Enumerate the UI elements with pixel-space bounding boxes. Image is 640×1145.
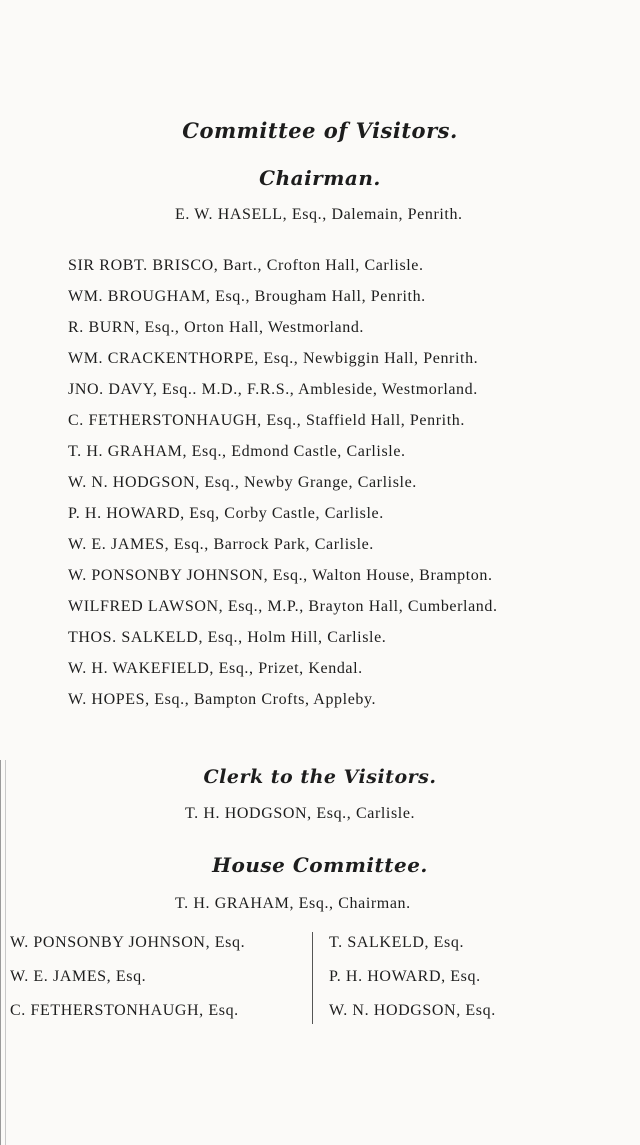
member-line: THOS. SALKELD, Esq., Holm Hill, Carlisle. <box>68 629 387 646</box>
member-line: R. BURN, Esq., Orton Hall, Westmorland. <box>68 319 365 336</box>
committee-heading: Committee of Visitors. <box>182 118 458 143</box>
member-line: W. PONSONBY JOHNSON, Esq., Walton House, Brampton. <box>68 567 493 584</box>
member-line: WM. CRACKENTHORPE, Esq., Newbiggin Hall, Penrith. <box>68 350 479 367</box>
member-line: W. E. JAMES, Esq., Barrock Park, Carlisle. <box>68 536 374 553</box>
column-divider <box>312 932 313 1024</box>
house-member-right: T. SALKELD, Esq. <box>329 934 465 951</box>
house-committee-heading: House Committee. <box>212 853 428 877</box>
member-line: JNO. DAVY, Esq.. M.D., F.R.S., Ambleside, Westmorland. <box>68 381 478 398</box>
member-line: C. FETHERSTONHAUGH, Esq., Staffield Hall, Penrith. <box>68 412 465 429</box>
member-line: T. H. GRAHAM, Esq., Edmond Castle, Carlisle. <box>68 443 406 460</box>
clerk-heading: Clerk to the Visitors. <box>203 766 437 788</box>
chairman-heading: Chairman. <box>259 166 381 190</box>
chairman-line: E. W. HASELL, Esq., Dalemain, Penrith. <box>175 206 463 223</box>
clerk-line: T. H. HODGSON, Esq., Carlisle. <box>185 805 416 822</box>
house-member-left: W. E. JAMES, Esq. <box>10 968 147 985</box>
member-line: SIR ROBT. BRISCO, Bart., Crofton Hall, Carlisle. <box>68 257 424 274</box>
member-line: WILFRED LAWSON, Esq., M.P., Brayton Hall, Cumberland. <box>68 598 498 615</box>
house-member-right: P. H. HOWARD, Esq. <box>329 968 481 985</box>
member-line: W. N. HODGSON, Esq., Newby Grange, Carlisle. <box>68 474 417 491</box>
house-member-left: W. PONSONBY JOHNSON, Esq. <box>10 934 246 951</box>
member-line: W. H. WAKEFIELD, Esq., Prizet, Kendal. <box>68 660 363 677</box>
member-line: P. H. HOWARD, Esq, Corby Castle, Carlisle. <box>68 505 384 522</box>
house-member-right: W. N. HODGSON, Esq. <box>329 1002 496 1019</box>
house-chairman-line: T. H. GRAHAM, Esq., Chairman. <box>175 895 411 912</box>
member-line: WM. BROUGHAM, Esq., Brougham Hall, Penrith. <box>68 288 426 305</box>
member-line: W. HOPES, Esq., Bampton Crofts, Appleby. <box>68 691 377 708</box>
page-edge <box>0 760 6 1145</box>
house-member-left: C. FETHERSTONHAUGH, Esq. <box>10 1002 239 1019</box>
